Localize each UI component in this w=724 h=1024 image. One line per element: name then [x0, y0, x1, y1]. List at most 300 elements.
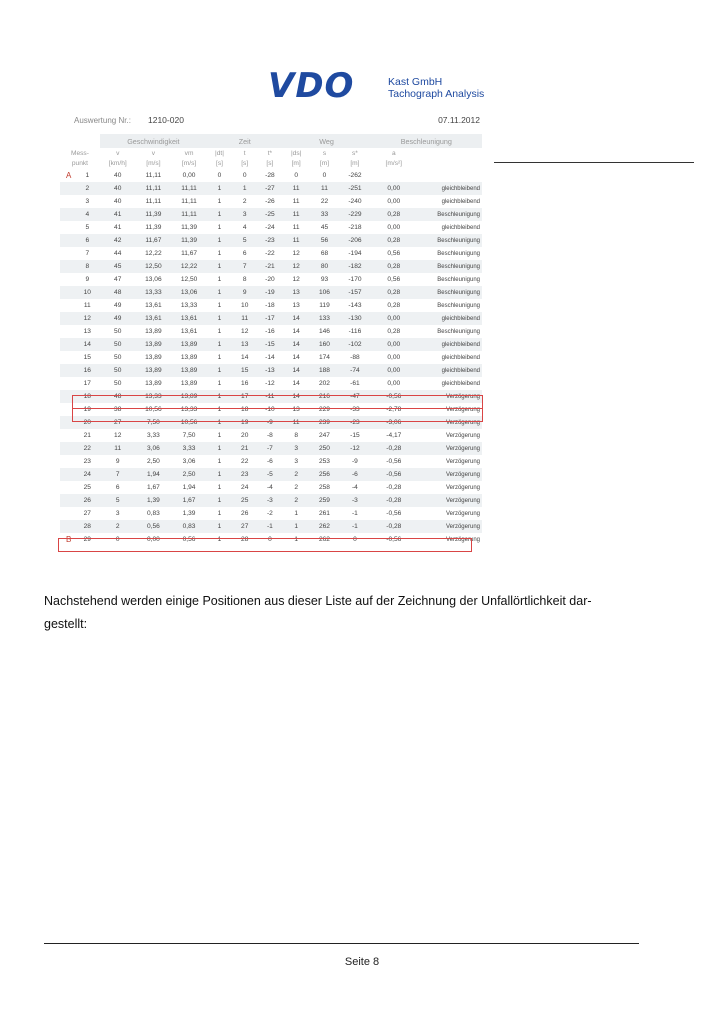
point-number-cell: 7	[75, 247, 100, 260]
distance-offset-cell: -116	[339, 325, 371, 338]
time-cell: 0	[232, 169, 257, 182]
motion-type-cell: gleichbleibend	[417, 195, 482, 208]
distance-offset-cell: -9	[339, 455, 371, 468]
distance-offset-cell: -3	[339, 494, 371, 507]
mean-speed-cell: 13,06	[171, 286, 207, 299]
mean-speed-cell: 11,39	[171, 221, 207, 234]
col-header-t-star: t*	[267, 149, 273, 157]
point-number-cell: 8	[75, 260, 100, 273]
col-header-a: a	[391, 149, 396, 157]
speed-kmh-cell: 2	[100, 520, 136, 533]
speed-kmh-cell: 9	[100, 455, 136, 468]
time-cell: 15	[232, 364, 257, 377]
report-date: 07.11.2012	[438, 115, 480, 125]
time-cell: 12	[232, 325, 257, 338]
distance-cell: 93	[310, 273, 339, 286]
point-number-cell: 17	[75, 377, 100, 390]
table-row	[60, 169, 482, 182]
motion-type-cell: Beschleunigung	[417, 286, 482, 299]
distance-offset-cell: -218	[339, 221, 371, 234]
motion-type-cell: Beschleunigung	[417, 273, 482, 286]
table-row	[60, 247, 482, 260]
table-row	[60, 494, 482, 507]
delta-time-cell: 1	[207, 221, 232, 234]
acceleration-cell: -3,06	[371, 416, 417, 429]
table-row	[60, 364, 482, 377]
table-row	[60, 260, 482, 273]
table-row	[60, 273, 482, 286]
delta-distance-cell: 2	[283, 481, 310, 494]
acceleration-cell: -0,28	[371, 442, 417, 455]
acceleration-cell: 0,28	[371, 208, 417, 221]
time-offset-cell: -5	[257, 468, 282, 481]
motion-type-cell: Verzögerung	[417, 390, 482, 403]
time-offset-cell: -21	[257, 260, 282, 273]
point-marker-cell	[60, 429, 75, 442]
delta-distance-cell: 2	[283, 494, 310, 507]
delta-distance-cell: 1	[283, 507, 310, 520]
delta-time-cell: 1	[207, 260, 232, 273]
acceleration-cell: -0,56	[371, 533, 417, 546]
distance-cell: 262	[310, 533, 339, 546]
motion-type-cell: gleichbleibend	[417, 377, 482, 390]
body-paragraph	[44, 590, 644, 636]
motion-type-cell: Verzögerung	[417, 481, 482, 494]
time-offset-cell: -14	[257, 351, 282, 364]
point-marker-cell	[60, 208, 75, 221]
group-distance: Weg	[283, 134, 371, 148]
point-marker-cell	[60, 260, 75, 273]
time-cell: 17	[232, 390, 257, 403]
time-offset-cell: 0	[257, 533, 282, 546]
distance-offset-cell: 0	[339, 533, 371, 546]
delta-distance-cell: 1	[283, 533, 310, 546]
time-offset-cell: -7	[257, 442, 282, 455]
time-offset-cell: -4	[257, 481, 282, 494]
time-cell: 16	[232, 377, 257, 390]
speed-kmh-cell: 49	[100, 312, 136, 325]
point-number-cell: 15	[75, 351, 100, 364]
delta-distance-cell: 11	[283, 208, 310, 221]
table-row	[60, 481, 482, 494]
motion-type-cell: Verzögerung	[417, 533, 482, 546]
acceleration-cell: 0,00	[371, 338, 417, 351]
speed-kmh-cell: 45	[100, 260, 136, 273]
speed-ms-cell: 13,33	[136, 286, 172, 299]
time-cell: 28	[232, 533, 257, 546]
time-offset-cell: -20	[257, 273, 282, 286]
motion-type-cell: Beschleunigung	[417, 299, 482, 312]
speed-kmh-cell: 50	[100, 325, 136, 338]
point-number-cell: 3	[75, 195, 100, 208]
time-offset-cell: -26	[257, 195, 282, 208]
time-offset-cell: -9	[257, 416, 282, 429]
distance-cell: 33	[310, 208, 339, 221]
speed-ms-cell: 12,22	[136, 247, 172, 260]
mean-speed-cell: 13,89	[171, 364, 207, 377]
delta-time-cell: 1	[207, 338, 232, 351]
speed-kmh-cell: 6	[100, 481, 136, 494]
delta-time-cell: 1	[207, 364, 232, 377]
time-offset-cell: -13	[257, 364, 282, 377]
group-acceleration: Beschleunigung	[371, 134, 482, 148]
speed-ms-cell: 13,33	[136, 390, 172, 403]
mean-speed-cell: 0,56	[171, 533, 207, 546]
table-row	[60, 312, 482, 325]
speed-kmh-cell: 50	[100, 338, 136, 351]
point-number-cell: 10	[75, 286, 100, 299]
speed-ms-cell: 11,39	[136, 221, 172, 234]
acceleration-cell: 0,28	[371, 286, 417, 299]
time-offset-cell: -17	[257, 312, 282, 325]
acceleration-cell: 0,00	[371, 221, 417, 234]
delta-distance-cell: 0	[283, 169, 310, 182]
time-cell: 2	[232, 195, 257, 208]
group-time: Zeit	[207, 134, 283, 148]
delta-distance-cell: 13	[283, 299, 310, 312]
col-unit-vm: [m/s]	[181, 160, 197, 167]
speed-ms-cell: 0,00	[136, 533, 172, 546]
distance-cell: 146	[310, 325, 339, 338]
point-number-cell: 23	[75, 455, 100, 468]
mean-speed-cell: 11,11	[171, 182, 207, 195]
motion-type-cell: gleichbleibend	[417, 338, 482, 351]
speed-ms-cell: 11,11	[136, 182, 172, 195]
speed-ms-cell: 3,06	[136, 442, 172, 455]
table-row	[60, 221, 482, 234]
delta-distance-cell: 13	[283, 403, 310, 416]
col-unit-type	[417, 158, 482, 169]
mean-speed-cell: 11,11	[171, 195, 207, 208]
distance-offset-cell: -88	[339, 351, 371, 364]
time-cell: 21	[232, 442, 257, 455]
motion-type-cell: Beschleunigung	[417, 325, 482, 338]
distance-cell: 188	[310, 364, 339, 377]
col-header-ds: |ds|	[290, 149, 302, 157]
point-marker-cell	[60, 273, 75, 286]
time-cell: 10	[232, 299, 257, 312]
acceleration-cell: 0,00	[371, 364, 417, 377]
time-offset-cell: -11	[257, 390, 282, 403]
delta-time-cell: 1	[207, 429, 232, 442]
distance-offset-cell: -262	[339, 169, 371, 182]
time-cell: 24	[232, 481, 257, 494]
speed-ms-cell: 13,61	[136, 312, 172, 325]
speed-ms-cell: 11,39	[136, 208, 172, 221]
speed-ms-cell: 11,67	[136, 234, 172, 247]
delta-distance-cell: 14	[283, 377, 310, 390]
distance-cell: 216	[310, 390, 339, 403]
time-offset-cell: -6	[257, 455, 282, 468]
point-number-cell: 25	[75, 481, 100, 494]
speed-kmh-cell: 0	[100, 533, 136, 546]
mean-speed-cell: 0,83	[171, 520, 207, 533]
acceleration-cell: 0,00	[371, 351, 417, 364]
point-number-cell: 11	[75, 299, 100, 312]
point-marker-cell	[60, 455, 75, 468]
motion-type-cell: gleichbleibend	[417, 182, 482, 195]
mean-speed-cell: 13,89	[171, 338, 207, 351]
speed-ms-cell: 0,83	[136, 507, 172, 520]
point-number-cell: 28	[75, 520, 100, 533]
speed-kmh-cell: 11	[100, 442, 136, 455]
delta-time-cell: 1	[207, 533, 232, 546]
speed-kmh-cell: 27	[100, 416, 136, 429]
time-offset-cell: -19	[257, 286, 282, 299]
delta-distance-cell: 14	[283, 351, 310, 364]
distance-cell: 247	[310, 429, 339, 442]
col-unit-dt: [s]	[216, 160, 223, 167]
mean-speed-cell: 13,89	[171, 390, 207, 403]
delta-distance-cell: 11	[283, 221, 310, 234]
table-row	[60, 442, 482, 455]
point-number-cell: 29	[75, 533, 100, 546]
motion-type-cell: Beschleunigung	[417, 208, 482, 221]
table-row	[60, 468, 482, 481]
col-header-v-kmh: v	[116, 149, 120, 157]
point-number-cell: 5	[75, 221, 100, 234]
acceleration-cell: -0,28	[371, 520, 417, 533]
time-offset-cell: -12	[257, 377, 282, 390]
mean-speed-cell: 11,39	[171, 234, 207, 247]
distance-cell: 56	[310, 234, 339, 247]
delta-time-cell: 1	[207, 403, 232, 416]
time-cell: 18	[232, 403, 257, 416]
speed-kmh-cell: 5	[100, 494, 136, 507]
motion-type-cell: Verzögerung	[417, 416, 482, 429]
distance-cell: 259	[310, 494, 339, 507]
motion-type-cell: Beschleunigung	[417, 234, 482, 247]
acceleration-cell: 0,28	[371, 299, 417, 312]
vdo-logo-wordmark: VDO	[268, 66, 355, 106]
mean-speed-cell: 13,89	[171, 377, 207, 390]
acceleration-cell: 0,00	[371, 195, 417, 208]
point-marker-cell	[60, 325, 75, 338]
table-row	[60, 234, 482, 247]
body-line-1: Nachstehend werden einige Positionen aus dieser Liste auf der Zeichnung der Unfallörtlichkeit dar-	[44, 594, 592, 608]
point-marker-cell	[60, 468, 75, 481]
distance-offset-cell: -1	[339, 507, 371, 520]
mean-speed-cell: 3,06	[171, 455, 207, 468]
highlight-box-row-18	[72, 395, 483, 409]
distance-offset-cell: -130	[339, 312, 371, 325]
distance-offset-cell: -240	[339, 195, 371, 208]
mean-speed-cell: 13,61	[171, 325, 207, 338]
point-marker-cell	[60, 312, 75, 325]
speed-ms-cell: 13,89	[136, 338, 172, 351]
time-offset-cell: -23	[257, 234, 282, 247]
highlight-box-row-29	[58, 538, 472, 552]
col-header-v-ms: v	[151, 149, 156, 157]
distance-cell: 119	[310, 299, 339, 312]
time-cell: 26	[232, 507, 257, 520]
col-header-dt: |dt|	[215, 149, 224, 157]
time-offset-cell: -8	[257, 429, 282, 442]
distance-cell: 261	[310, 507, 339, 520]
point-number-cell: 16	[75, 364, 100, 377]
highlight-box-row-19	[72, 408, 483, 422]
distance-offset-cell: -23	[339, 416, 371, 429]
acceleration-cell: -0,56	[371, 507, 417, 520]
mean-speed-cell: 12,50	[171, 273, 207, 286]
delta-time-cell: 1	[207, 507, 232, 520]
delta-time-cell: 1	[207, 351, 232, 364]
distance-cell: 258	[310, 481, 339, 494]
point-number-cell: 13	[75, 325, 100, 338]
motion-type-cell: Beschleunigung	[417, 260, 482, 273]
delta-distance-cell: 14	[283, 364, 310, 377]
delta-distance-cell: 14	[283, 390, 310, 403]
table-row	[60, 429, 482, 442]
time-offset-cell: -10	[257, 403, 282, 416]
point-number-cell: 12	[75, 312, 100, 325]
acceleration-cell: 0,00	[371, 312, 417, 325]
delta-distance-cell: 8	[283, 429, 310, 442]
time-cell: 25	[232, 494, 257, 507]
motion-type-cell: Verzögerung	[417, 520, 482, 533]
acceleration-cell: 0,00	[371, 182, 417, 195]
mean-speed-cell: 11,67	[171, 247, 207, 260]
time-offset-cell: -25	[257, 208, 282, 221]
col-unit-s: [m]	[319, 160, 330, 167]
acceleration-cell: 0,56	[371, 273, 417, 286]
point-number-cell: 20	[75, 416, 100, 429]
delta-distance-cell: 1	[283, 520, 310, 533]
speed-kmh-cell: 47	[100, 273, 136, 286]
time-cell: 20	[232, 429, 257, 442]
time-cell: 19	[232, 416, 257, 429]
table-row	[60, 195, 482, 208]
delta-time-cell: 1	[207, 273, 232, 286]
motion-type-cell: gleichbleibend	[417, 364, 482, 377]
speed-kmh-cell: 40	[100, 182, 136, 195]
motion-type-cell: Verzögerung	[417, 507, 482, 520]
mean-speed-cell: 0,00	[171, 169, 207, 182]
col-unit-v-kmh: [km/h]	[108, 160, 127, 167]
speed-ms-cell: 13,89	[136, 364, 172, 377]
acceleration-cell: 0,28	[371, 234, 417, 247]
delta-distance-cell: 11	[283, 234, 310, 247]
time-offset-cell: -22	[257, 247, 282, 260]
point-marker-cell	[60, 299, 75, 312]
col-header-s-star: s*	[351, 149, 358, 157]
body-line-2: gestellt:	[44, 617, 88, 631]
mean-speed-cell: 10,56	[171, 416, 207, 429]
delta-time-cell: 1	[207, 520, 232, 533]
speed-kmh-cell: 41	[100, 221, 136, 234]
delta-distance-cell: 3	[283, 442, 310, 455]
motion-type-cell: Beschleunigung	[417, 247, 482, 260]
point-number-cell: 18	[75, 390, 100, 403]
table-row	[60, 182, 482, 195]
mean-speed-cell: 13,33	[171, 403, 207, 416]
motion-type-cell	[417, 169, 482, 182]
report-number: 1210-020	[148, 115, 184, 125]
distance-cell: 239	[310, 416, 339, 429]
acceleration-cell: -0,28	[371, 481, 417, 494]
distance-offset-cell: -182	[339, 260, 371, 273]
time-cell: 13	[232, 338, 257, 351]
acceleration-cell: 0,00	[371, 377, 417, 390]
col-unit-v-ms: [m/s]	[146, 160, 161, 167]
delta-distance-cell: 13	[283, 286, 310, 299]
distance-cell: 229	[310, 403, 339, 416]
col-header-s: s	[322, 149, 327, 157]
time-offset-cell: -1	[257, 520, 282, 533]
acceleration-cell: 0,28	[371, 260, 417, 273]
speed-kmh-cell: 40	[100, 169, 136, 182]
mean-speed-cell: 12,22	[171, 260, 207, 273]
distance-offset-cell: -170	[339, 273, 371, 286]
speed-ms-cell: 11,11	[136, 195, 172, 208]
delta-time-cell: 1	[207, 195, 232, 208]
time-cell: 7	[232, 260, 257, 273]
mean-speed-cell: 3,33	[171, 442, 207, 455]
acceleration-cell: -0,56	[371, 455, 417, 468]
speed-ms-cell: 13,89	[136, 377, 172, 390]
distance-cell: 202	[310, 377, 339, 390]
delta-distance-cell: 14	[283, 325, 310, 338]
delta-time-cell: 1	[207, 455, 232, 468]
delta-time-cell: 1	[207, 442, 232, 455]
distance-offset-cell: -6	[339, 468, 371, 481]
col-header-t: t	[243, 149, 246, 157]
time-cell: 5	[232, 234, 257, 247]
distance-offset-cell: -194	[339, 247, 371, 260]
speed-ms-cell: 13,89	[136, 325, 172, 338]
table-row	[60, 325, 482, 338]
point-marker-cell	[60, 507, 75, 520]
distance-offset-cell: -102	[339, 338, 371, 351]
delta-distance-cell: 11	[283, 416, 310, 429]
distance-offset-cell: -12	[339, 442, 371, 455]
speed-kmh-cell: 41	[100, 208, 136, 221]
speed-ms-cell: 1,94	[136, 468, 172, 481]
header-row-top	[60, 148, 482, 158]
speed-kmh-cell: 3	[100, 507, 136, 520]
speed-kmh-cell: 42	[100, 234, 136, 247]
speed-kmh-cell: 48	[100, 286, 136, 299]
distance-cell: 262	[310, 520, 339, 533]
side-rule	[494, 162, 694, 163]
time-cell: 8	[232, 273, 257, 286]
delta-time-cell: 1	[207, 247, 232, 260]
time-cell: 23	[232, 468, 257, 481]
motion-type-cell: Verzögerung	[417, 429, 482, 442]
acceleration-cell: -0,28	[371, 494, 417, 507]
point-number-cell: 1	[75, 169, 100, 182]
speed-ms-cell: 7,50	[136, 416, 172, 429]
col-header-type	[417, 148, 482, 158]
motion-type-cell: Verzögerung	[417, 455, 482, 468]
delta-time-cell: 1	[207, 377, 232, 390]
time-offset-cell: -16	[257, 325, 282, 338]
acceleration-cell: -0,56	[371, 390, 417, 403]
point-number-cell: 19	[75, 403, 100, 416]
time-offset-cell: -3	[257, 494, 282, 507]
delta-distance-cell: 12	[283, 247, 310, 260]
mean-speed-cell: 13,61	[171, 312, 207, 325]
mean-speed-cell: 1,94	[171, 481, 207, 494]
distance-cell: 80	[310, 260, 339, 273]
distance-offset-cell: -157	[339, 286, 371, 299]
time-cell: 6	[232, 247, 257, 260]
distance-cell: 250	[310, 442, 339, 455]
speed-kmh-cell: 40	[100, 195, 136, 208]
col-unit-ds: [m]	[291, 160, 301, 167]
mean-speed-cell: 2,50	[171, 468, 207, 481]
table-row	[60, 299, 482, 312]
